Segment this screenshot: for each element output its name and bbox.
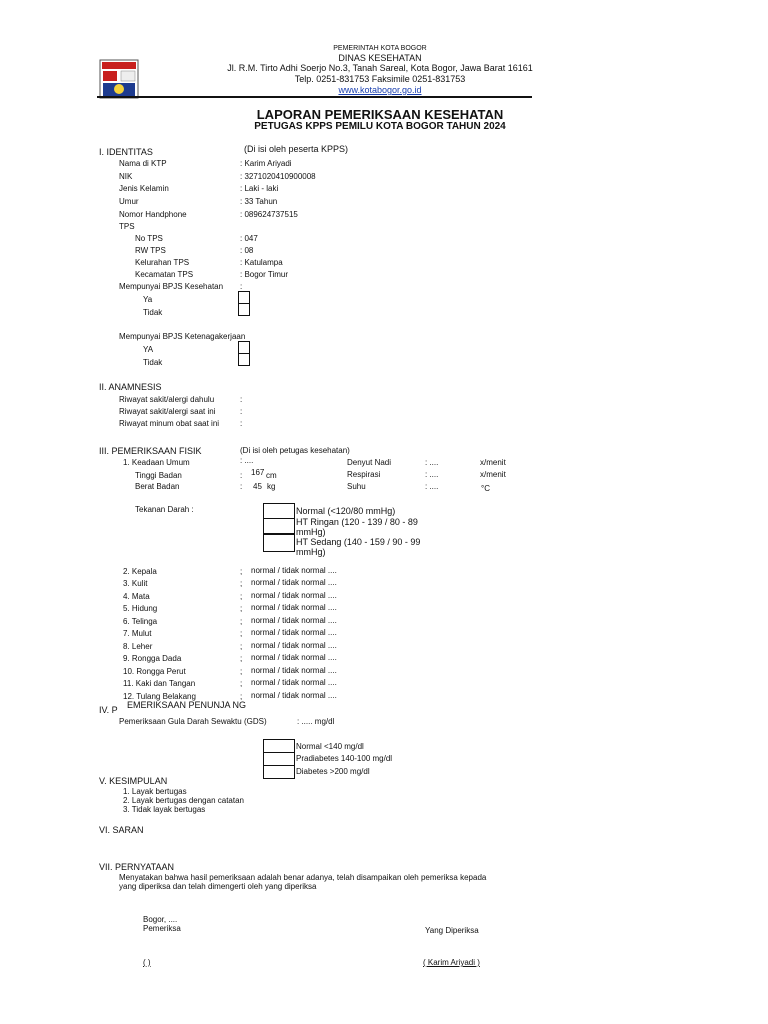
organ-colon: ; [240,579,243,588]
field-label: Nomor Handphone [119,210,187,219]
gds-label: Pemeriksaan Gula Darah Sewaktu (GDS) [119,717,267,726]
bpjs-tk-no-label: Tidak [143,358,163,367]
anamnesis-label: Riwayat sakit/alergi dahulu [119,395,215,404]
berat-colon: : [240,482,243,491]
nadi-label: Denyut Nadi [347,458,392,467]
keadaan-umum-value: : .... [240,456,254,465]
bpjs-kesehatan-no-label: Tidak [143,308,163,317]
organ-value: normal / tidak normal .... [251,603,337,612]
anamnesis-value: : [240,395,243,404]
identitas-note: (Di isi oleh peserta KPPS) [244,144,349,154]
field-label: Jenis Kelamin [119,184,169,193]
tensi-ht-sedang-checkbox[interactable] [263,534,295,552]
gds-option: Normal <140 mg/dl [296,742,364,751]
suhu-unit: °C [481,484,490,493]
field-value: : 3271020410900008 [240,172,316,181]
tinggi-colon: : [240,471,243,480]
gds-value: : ..... mg/dl [297,717,335,726]
nadi-value: : .... [425,458,439,467]
address: Jl. R.M. Tirto Adhi Soerjo No.3, Tanah Sareal, Kota Bogor, Jawa Barat 16161 [227,63,533,73]
tps-field-label: No TPS [135,234,163,243]
tinggi-unit: cm [266,471,277,480]
suhu-label: Suhu [347,482,366,491]
gds-option: Pradiabetes 140-100 mg/dl [296,754,393,763]
nadi-unit: x/menit [480,458,506,467]
anamnesis-value: : [240,407,243,416]
gds-pradiabetes-checkbox[interactable] [263,752,295,766]
gov-name: PEMERINTAH KOTA BOGOR [333,45,427,52]
kesimpulan-item: 1. Layak bertugas [123,787,187,796]
bpjs-tk-yes-label: YA [143,345,154,354]
saran-heading: VI. SARAN [99,825,144,835]
tinggi-label: Tinggi Badan [135,471,182,480]
phone: Telp. 0251-831753 Faksimile 0251-831753 [294,74,466,84]
pernyataan-heading: VII. PERNYATAAN [99,862,175,872]
dept-name: DINAS KESEHATAN [338,53,422,63]
organ-value: normal / tidak normal .... [251,578,337,587]
tensi-label: Tekanan Darah : [135,505,194,514]
organ-colon: ; [240,692,243,701]
organ-value: normal / tidak normal .... [251,566,337,575]
anamnesis-label: Riwayat sakit/alergi saat ini [119,407,216,416]
field-label: Umur [119,197,139,206]
gds-option: Diabetes >200 mg/dl [296,767,370,776]
header-rule [97,96,532,98]
organ-colon: ; [240,679,243,688]
organ-value: normal / tidak normal .... [251,678,337,687]
organ-label: 7. Mulut [123,629,152,638]
organ-label: 4. Mata [123,592,150,601]
berat-value: 45 [253,482,262,491]
respirasi-label: Respirasi [347,470,381,479]
examined-name: ( Karim Ariyadi ) [423,958,480,967]
pernyataan-text: Menyatakan bahwa hasil pemeriksaan adalah benar adanya, telah disampaikan oleh pemeriksa kepada [119,873,487,882]
tensi-normal-checkbox[interactable] [263,503,295,519]
tps-field-value: : 047 [240,234,258,243]
examiner-label: Pemeriksa [143,924,181,933]
organ-value: normal / tidak normal .... [251,591,337,600]
penunjang-heading-prefix: IV. P [99,705,118,715]
field-value: : Laki - laki [240,184,279,193]
tensi-option: HT Sedang (140 - 159 / 90 - 99 [296,537,421,547]
organ-label: 11. Kaki dan Tangan [123,679,196,688]
organ-value: normal / tidak normal .... [251,666,337,675]
tensi-option: Normal (<120/80 mmHg) [296,506,396,516]
organ-label: 3. Kulit [123,579,148,588]
kesimpulan-item: 2. Layak bertugas dengan catatan [123,796,244,805]
organ-value: normal / tidak normal .... [251,653,337,662]
examined-label: Yang Diperiksa [425,926,479,935]
sign-place-date: Bogor, .... [143,915,178,924]
organ-colon: ; [240,567,243,576]
fisik-heading: III. PEMERIKSAAN FISIK [99,446,202,456]
identitas-heading: I. IDENTITAS [99,147,153,157]
kesimpulan-item: 3. Tidak layak bertugas [123,805,206,814]
organ-colon: ; [240,654,243,663]
berat-unit: kg [267,482,276,491]
organ-label: 5. Hidung [123,604,158,613]
organ-colon: ; [240,629,243,638]
organ-colon: ; [240,667,243,676]
website-link[interactable]: www.kotabogor.go.id [338,85,422,95]
tinggi-value: 167 [251,468,265,477]
examiner-name: ( ) [143,958,151,967]
organ-label: 10. Rongga Perut [123,667,186,676]
organ-label: 8. Leher [123,642,153,651]
tensi-ht-ringan-checkbox[interactable] [263,518,295,534]
gds-normal-checkbox[interactable] [263,739,295,753]
bpjs-kesehatan-no-checkbox[interactable] [238,303,250,316]
anamnesis-heading: II. ANAMNESIS [99,382,162,392]
organ-colon: ; [240,592,243,601]
organ-label: 6. Telinga [123,617,158,626]
organ-value: normal / tidak normal .... [251,628,337,637]
field-value: : Karim Ariyadi [240,159,292,168]
respirasi-value: : .... [425,470,439,479]
organ-value: normal / tidak normal .... [251,641,337,650]
tps-field-label: Kelurahan TPS [135,258,190,267]
kesimpulan-heading: V. KESIMPULAN [99,776,168,786]
pernyataan-text: yang diperiksa dan telah dimengerti oleh yang diperiksa [119,882,317,891]
report-title: LAPORAN PEMERIKSAAN KESEHATAN [256,107,504,122]
organ-label: 2. Kepala [123,567,157,576]
tps-field-label: Kecamatan TPS [135,270,194,279]
bpjs-kesehatan-yes-label: Ya [143,295,153,304]
tps-label: TPS [119,222,135,231]
organ-colon: ; [240,642,243,651]
tensi-option: HT Ringan (120 - 139 / 80 - 89 [296,517,418,527]
anamnesis-label: Riwayat minum obat saat ini [119,419,220,428]
field-label: Nama di KTP [119,159,167,168]
penunjang-heading: EMERIKSAAN PENUNJA NG [127,700,247,710]
tps-field-value: : Katulampa [240,258,283,267]
gds-diabetes-checkbox[interactable] [263,765,295,779]
field-label: NIK [119,172,133,181]
city-logo [99,59,139,99]
organ-colon: ; [240,604,243,613]
field-value: : 33 Tahun [240,197,278,206]
bpjs-tk-no-checkbox[interactable] [238,353,250,366]
tensi-option: mmHg) [296,527,326,537]
bpjs-kesehatan-colon: : [240,282,243,291]
tps-field-label: RW TPS [135,246,166,255]
suhu-value: : .... [425,482,439,491]
berat-label: Berat Badan [135,482,180,491]
organ-label: 12. Tulang Belakang [123,692,196,701]
organ-value: normal / tidak normal .... [251,616,337,625]
tensi-option: mmHg) [296,547,326,557]
organ-colon: ; [240,617,243,626]
fisik-note: (Di isi oleh petugas kesehatan) [240,446,350,455]
organ-label: 9. Rongga Dada [123,654,182,663]
report-subtitle: PETUGAS KPPS PEMILU KOTA BOGOR TAHUN 2024 [254,121,506,132]
organ-value: normal / tidak normal .... [251,691,337,700]
tps-field-value: : Bogor Timur [240,270,289,279]
tps-field-value: : 08 [240,246,254,255]
field-value: : 089624737515 [240,210,298,219]
bpjs-tk-label: Mempunyai BPJS Ketenagakerjaan [119,332,246,341]
anamnesis-value: : [240,419,243,428]
respirasi-unit: x/menit [480,470,506,479]
keadaan-umum-label: 1. Keadaan Umum [123,458,190,467]
bpjs-kesehatan-label: Mempunyai BPJS Kesehatan [119,282,224,291]
